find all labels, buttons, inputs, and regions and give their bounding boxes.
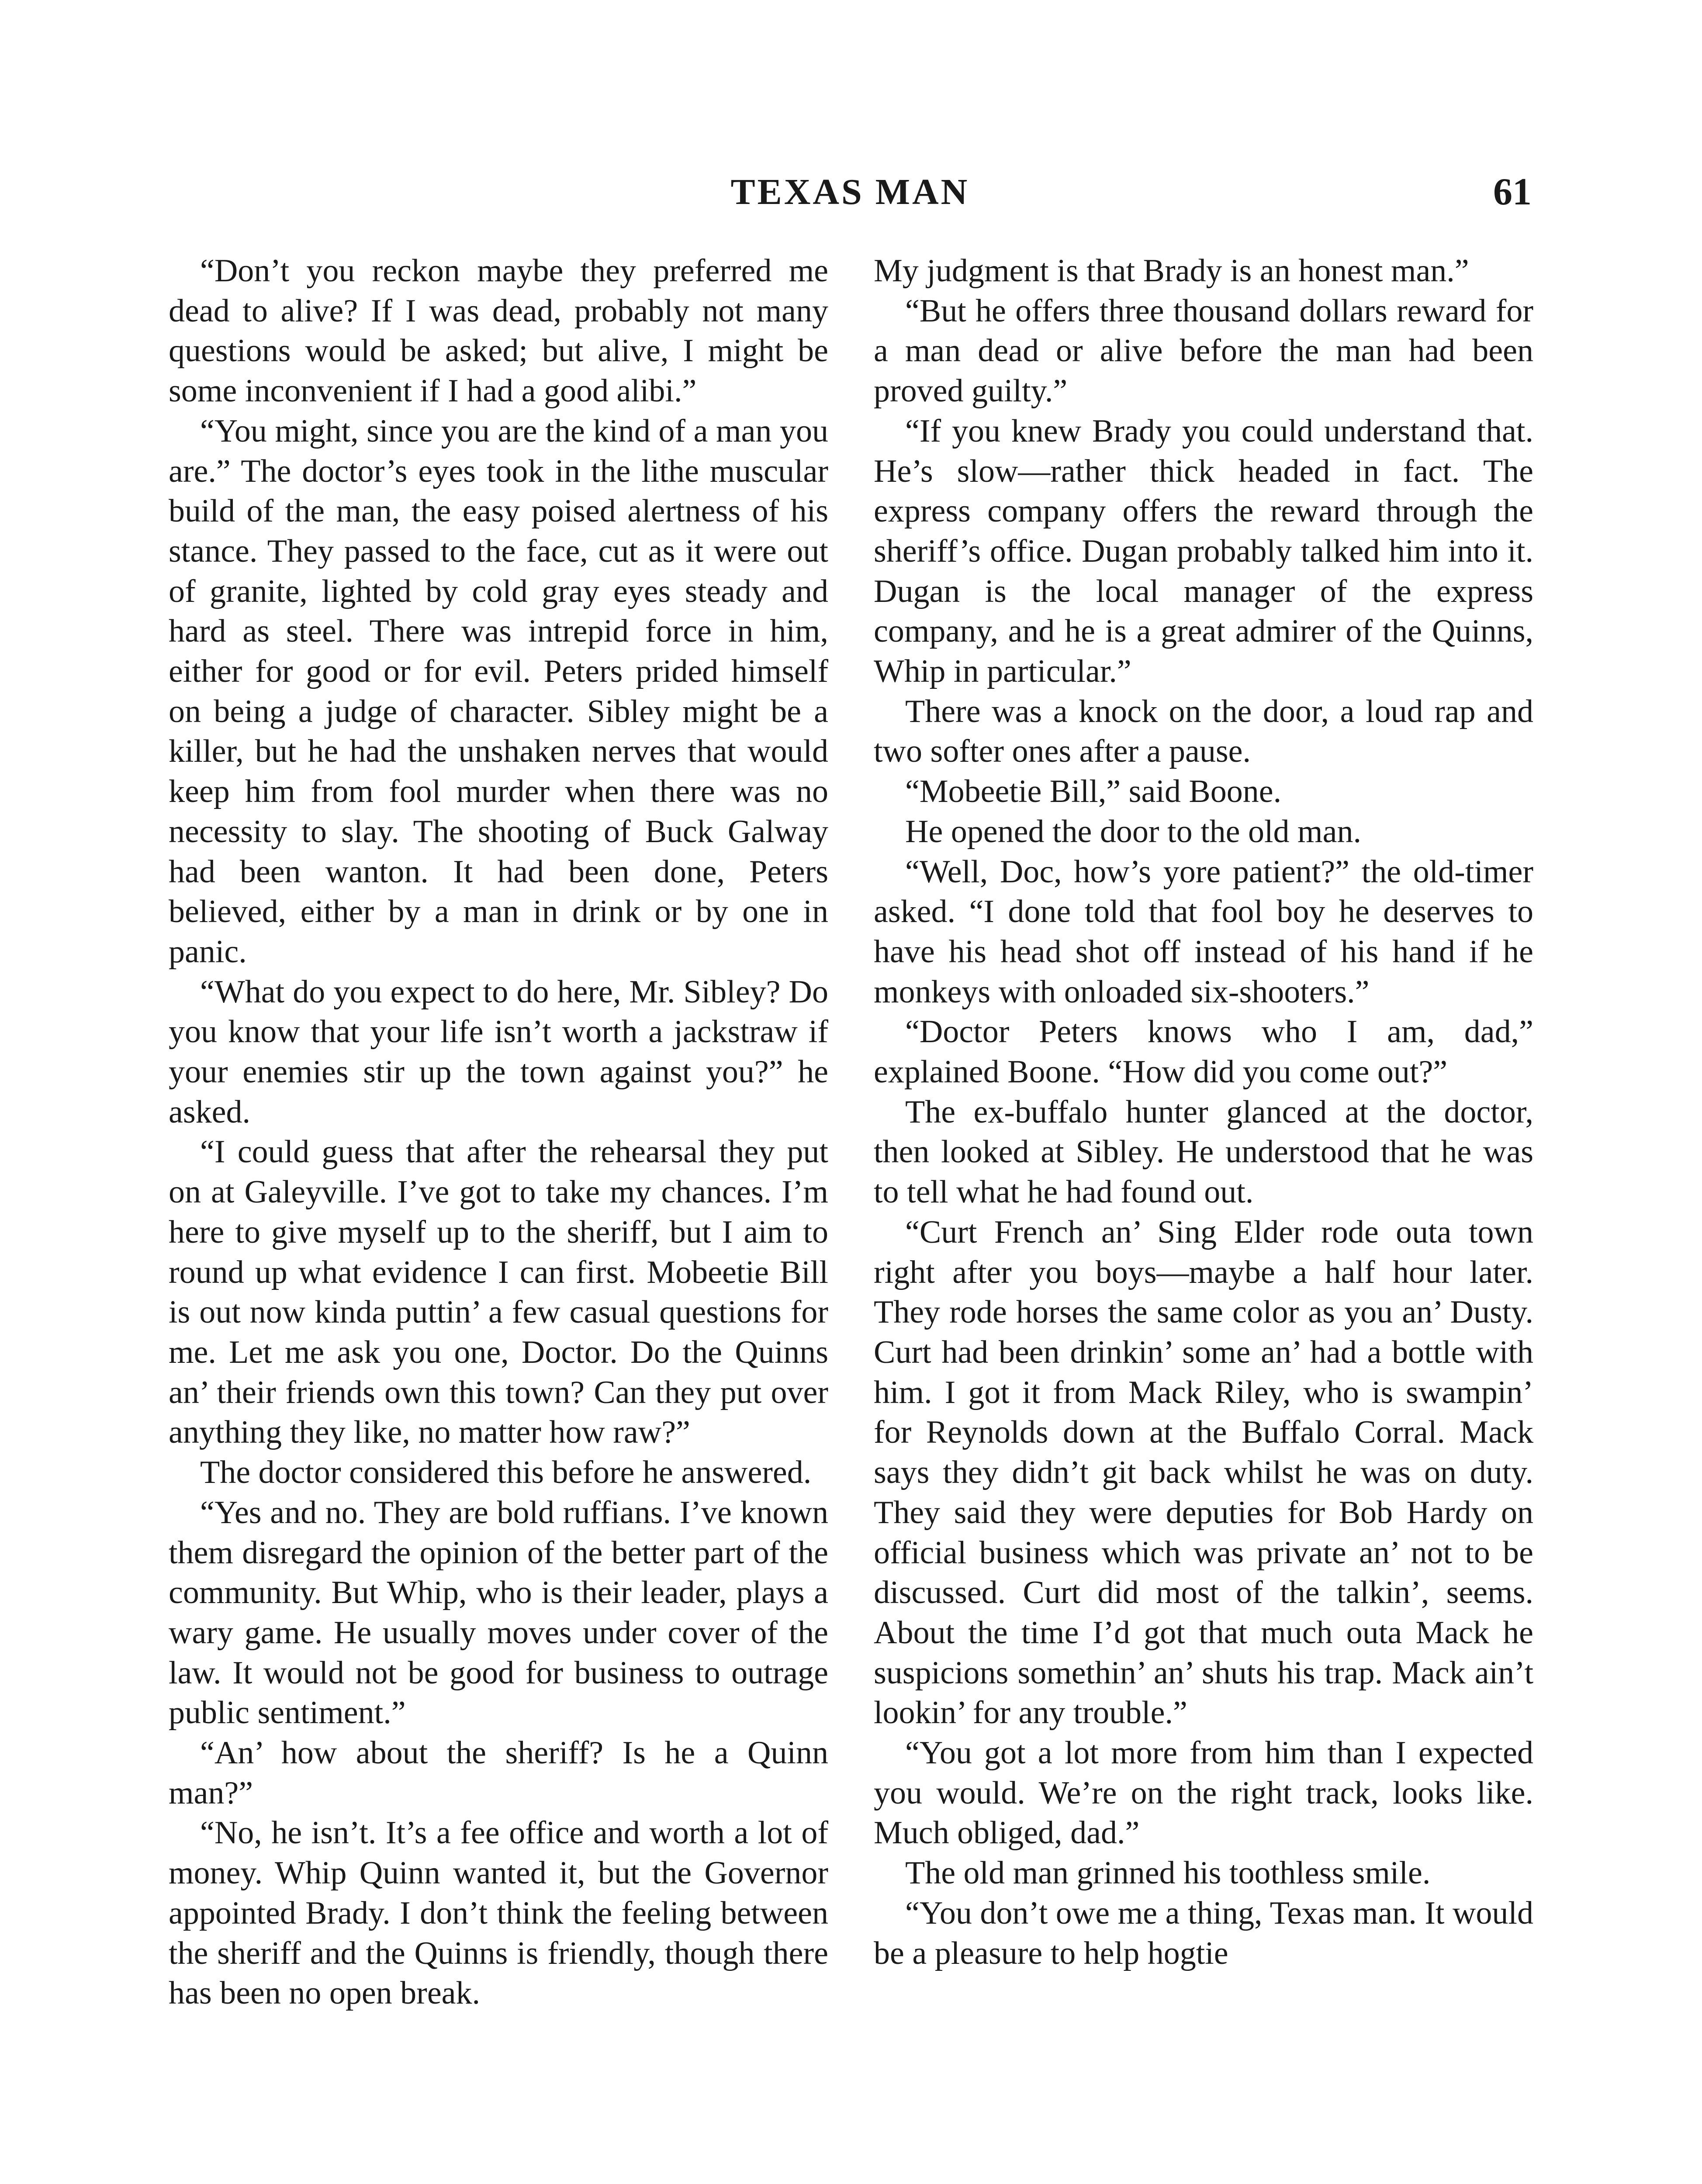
paragraph: He opened the door to the old man.: [905, 813, 1361, 850]
running-head: [169, 166, 1532, 218]
paragraph: The ex-buffalo hunter glanced at the doctor, then looked at Sibley. He understood that he was to tell what he had found out.: [874, 1094, 1533, 1210]
paragraph: “No, he isn’t. It’s a fee office and worth a lot of money. Whip Quinn wanted it, but the Governor appointed Brady. I don’t think the feeling between the sheriff and the Quinns is friendly, though there has been no open break.: [169, 1815, 828, 2011]
paragraph: “If you knew Brady you could understand that. He’s slow—rather thick headed in fact. The express company offers the reward through the sheriff’s office. Dugan probably talked him into it. Dugan is the local manager of the express company, and he is a great admirer of the Quinns, Whip in particular.”: [874, 413, 1533, 690]
paragraph: “Yes and no. They are bold ruffians. I’ve known them disregard the opinion of the better part of the community. But Whip, who is their leader, plays a wary game. He usually moves under cover of the law. It would not be good for business to outrage public sentiment.”: [169, 1494, 828, 1731]
paragraph: “An’ how about the sheriff? Is he a Quinn man?”: [169, 1735, 828, 1811]
page-number: 61: [1493, 171, 1532, 213]
paragraph: “Don’t you reckon maybe they preferred me dead to alive? If I was dead, probably not many questions would be asked; but alive, I might be some inconvenient if I had a good alibi.”: [169, 253, 828, 409]
paragraph: There was a knock on the door, a loud rap and two softer ones after a pause.: [874, 693, 1533, 770]
running-title: TEXAS MAN: [730, 172, 970, 212]
paragraph: “Doctor Peters knows who I am, dad,” explained Boone. “How did you come out?”: [874, 1014, 1533, 1090]
paragraph-continued: My judgment is that Brady is an honest man.”: [874, 253, 1469, 289]
paragraph: “You got a lot more from him than I expected you would. We’re on the right track, looks like. Much obliged, dad.”: [874, 1735, 1533, 1851]
paragraph: “Well, Doc, how’s yore patient?” the old-timer asked. “I done told that fool boy he deserves to have his head shot off instead of his hand if he monkeys with onloaded six-shooters.”: [874, 854, 1533, 1010]
left-column: [169, 251, 828, 2014]
paragraph: “You don’t owe me a thing, Texas man. It would be a pleasure to help hogtie: [874, 1895, 1533, 1971]
paragraph: The old man grinned his toothless smile.: [905, 1855, 1431, 1891]
paragraph: “What do you expect to do here, Mr. Sibley? Do you know that your life isn’t worth a jackstraw if your enemies stir up the town against you?” he asked.: [169, 974, 828, 1130]
paragraph: “You might, since you are the kind of a man you are.” The doctor’s eyes took in the lithe muscular build of the man, the easy poised alertness of his stance. They passed to the face, cut as it were out of granite, lighted by cold gray eyes steady and hard as steel. There was intrepid force in him, either for good or for evil. Peters prided himself on being a judge of character. Sibley might be a killer, but he had the unshaken nerves that would keep him from fool murder when there was no necessity to slay. The shooting of Buck Galway had been wanton. It had been done, Peters believed, either by a man in drink or by one in panic.: [169, 413, 828, 970]
right-column: [874, 251, 1533, 1973]
paragraph: “Mobeetie Bill,” said Boone.: [905, 774, 1282, 810]
paragraph: The doctor considered this before he answered.: [200, 1455, 812, 1491]
paragraph: “Curt French an’ Sing Elder rode outa town right after you boys—maybe a half hour later. They rode horses the same color as you an’ Dusty. Curt had been drinkin’ some an’ had a bottle with him. I got it from Mack Riley, who is swampin’ for Reynolds down at the Buffalo Corral. Mack says they didn’t git back whilst he was on duty. They said they were deputies for Bob Hardy on official business which was private an’ not to be discussed. Curt did most of the talkin’, seems. About the time I’d got that much outa Mack he suspicions somethin’ an’ shuts his trap. Mack ain’t lookin’ for any trouble.”: [874, 1214, 1533, 1731]
paragraph: “But he offers three thousand dollars reward for a man dead or alive before the man had been proved guilty.”: [874, 293, 1533, 409]
paragraph: “I could guess that after the rehearsal they put on at Galeyville. I’ve got to take my chances. I’m here to give myself up to the sheriff, but I aim to round up what evidence I can first. Mobeetie Bill is out now kinda puttin’ a few casual questions for me. Let me ask you one, Doctor. Do the Quinns an’ their friends own this town? Can they put over anything they like, no matter how raw?”: [169, 1134, 828, 1451]
